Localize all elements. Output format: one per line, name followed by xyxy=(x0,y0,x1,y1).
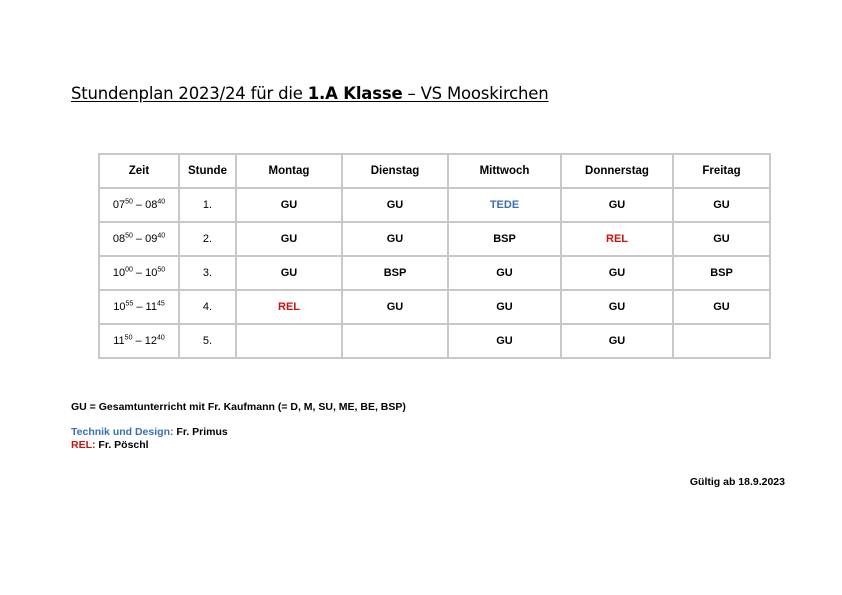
table-row xyxy=(99,324,770,358)
hour-cell: 5. xyxy=(179,324,236,358)
hour-cell: 4. xyxy=(179,290,236,324)
time-cell: $10^{00} - 10^{50}$ xyxy=(99,256,179,290)
lesson-cell: GU xyxy=(236,256,342,290)
lesson-cell: GU xyxy=(236,222,342,256)
lesson-cell: GU xyxy=(448,256,561,290)
lesson-cell: TEDE xyxy=(448,188,561,222)
legend-rel-label: REL: xyxy=(71,439,96,451)
lesson-cell: GU xyxy=(561,290,673,324)
lesson-cell: GU xyxy=(561,256,673,290)
table-row xyxy=(99,256,770,290)
timetable xyxy=(98,153,771,359)
column-header-donnerstag: Donnerstag xyxy=(561,154,673,188)
legend-tede-label: Technik und Design: xyxy=(71,426,174,438)
lesson-cell: BSP xyxy=(448,222,561,256)
legend-gu: GU = Gesamtunterricht mit Fr. Kaufmann (= D, M, SU, ME, BE, BSP) xyxy=(71,401,406,413)
valid-from-date: Gültig ab 18.9.2023 xyxy=(689,476,785,488)
column-header-mittwoch: Mittwoch xyxy=(448,154,561,188)
lesson-cell xyxy=(236,324,342,358)
hour-cell: 1. xyxy=(179,188,236,222)
time-cell: $11^{50} - 12^{40}$ xyxy=(99,324,179,358)
header-row xyxy=(99,154,770,188)
legend-tede-teacher: Fr. Primus xyxy=(173,426,228,438)
lesson-cell xyxy=(342,324,448,358)
lesson-cell: GU xyxy=(561,188,673,222)
lesson-cell: GU xyxy=(236,188,342,222)
lesson-cell: GU xyxy=(673,222,770,256)
lesson-cell: GU xyxy=(673,188,770,222)
column-header-freitag: Freitag xyxy=(673,154,770,188)
lesson-cell xyxy=(673,324,770,358)
legend-rel xyxy=(71,439,149,451)
time-cell: $10^{55} - 11^{45}$ xyxy=(99,290,179,324)
lesson-cell: BSP xyxy=(673,256,770,290)
table-row xyxy=(99,188,770,222)
table-row xyxy=(99,290,770,324)
lesson-cell: GU xyxy=(448,324,561,358)
lesson-cell: GU xyxy=(342,222,448,256)
hour-cell: 2. xyxy=(179,222,236,256)
lesson-cell: GU xyxy=(342,188,448,222)
column-header-stunde: Stunde xyxy=(179,154,236,188)
lesson-cell: GU xyxy=(342,290,448,324)
lesson-cell: GU xyxy=(448,290,561,324)
time-cell: $07^{50} - 08^{40}$ xyxy=(99,188,179,222)
lesson-cell: REL xyxy=(236,290,342,324)
time-cell: $08^{50} - 09^{40}$ xyxy=(99,222,179,256)
table-row xyxy=(99,222,770,256)
column-header-montag: Montag xyxy=(236,154,342,188)
legend-rel-teacher: Fr. Pöschl xyxy=(95,439,149,451)
legend-tede xyxy=(71,426,228,438)
column-header-zeit: Zeit xyxy=(99,154,179,188)
lesson-cell: GU xyxy=(673,290,770,324)
hour-cell: 3. xyxy=(179,256,236,290)
page-title: Stundenplan 2023/24 für die 1.A Klasse – VS Mooskirchen xyxy=(71,84,549,103)
lesson-cell: REL xyxy=(561,222,673,256)
lesson-cell: GU xyxy=(561,324,673,358)
lesson-cell: BSP xyxy=(342,256,448,290)
column-header-dienstag: Dienstag xyxy=(342,154,448,188)
